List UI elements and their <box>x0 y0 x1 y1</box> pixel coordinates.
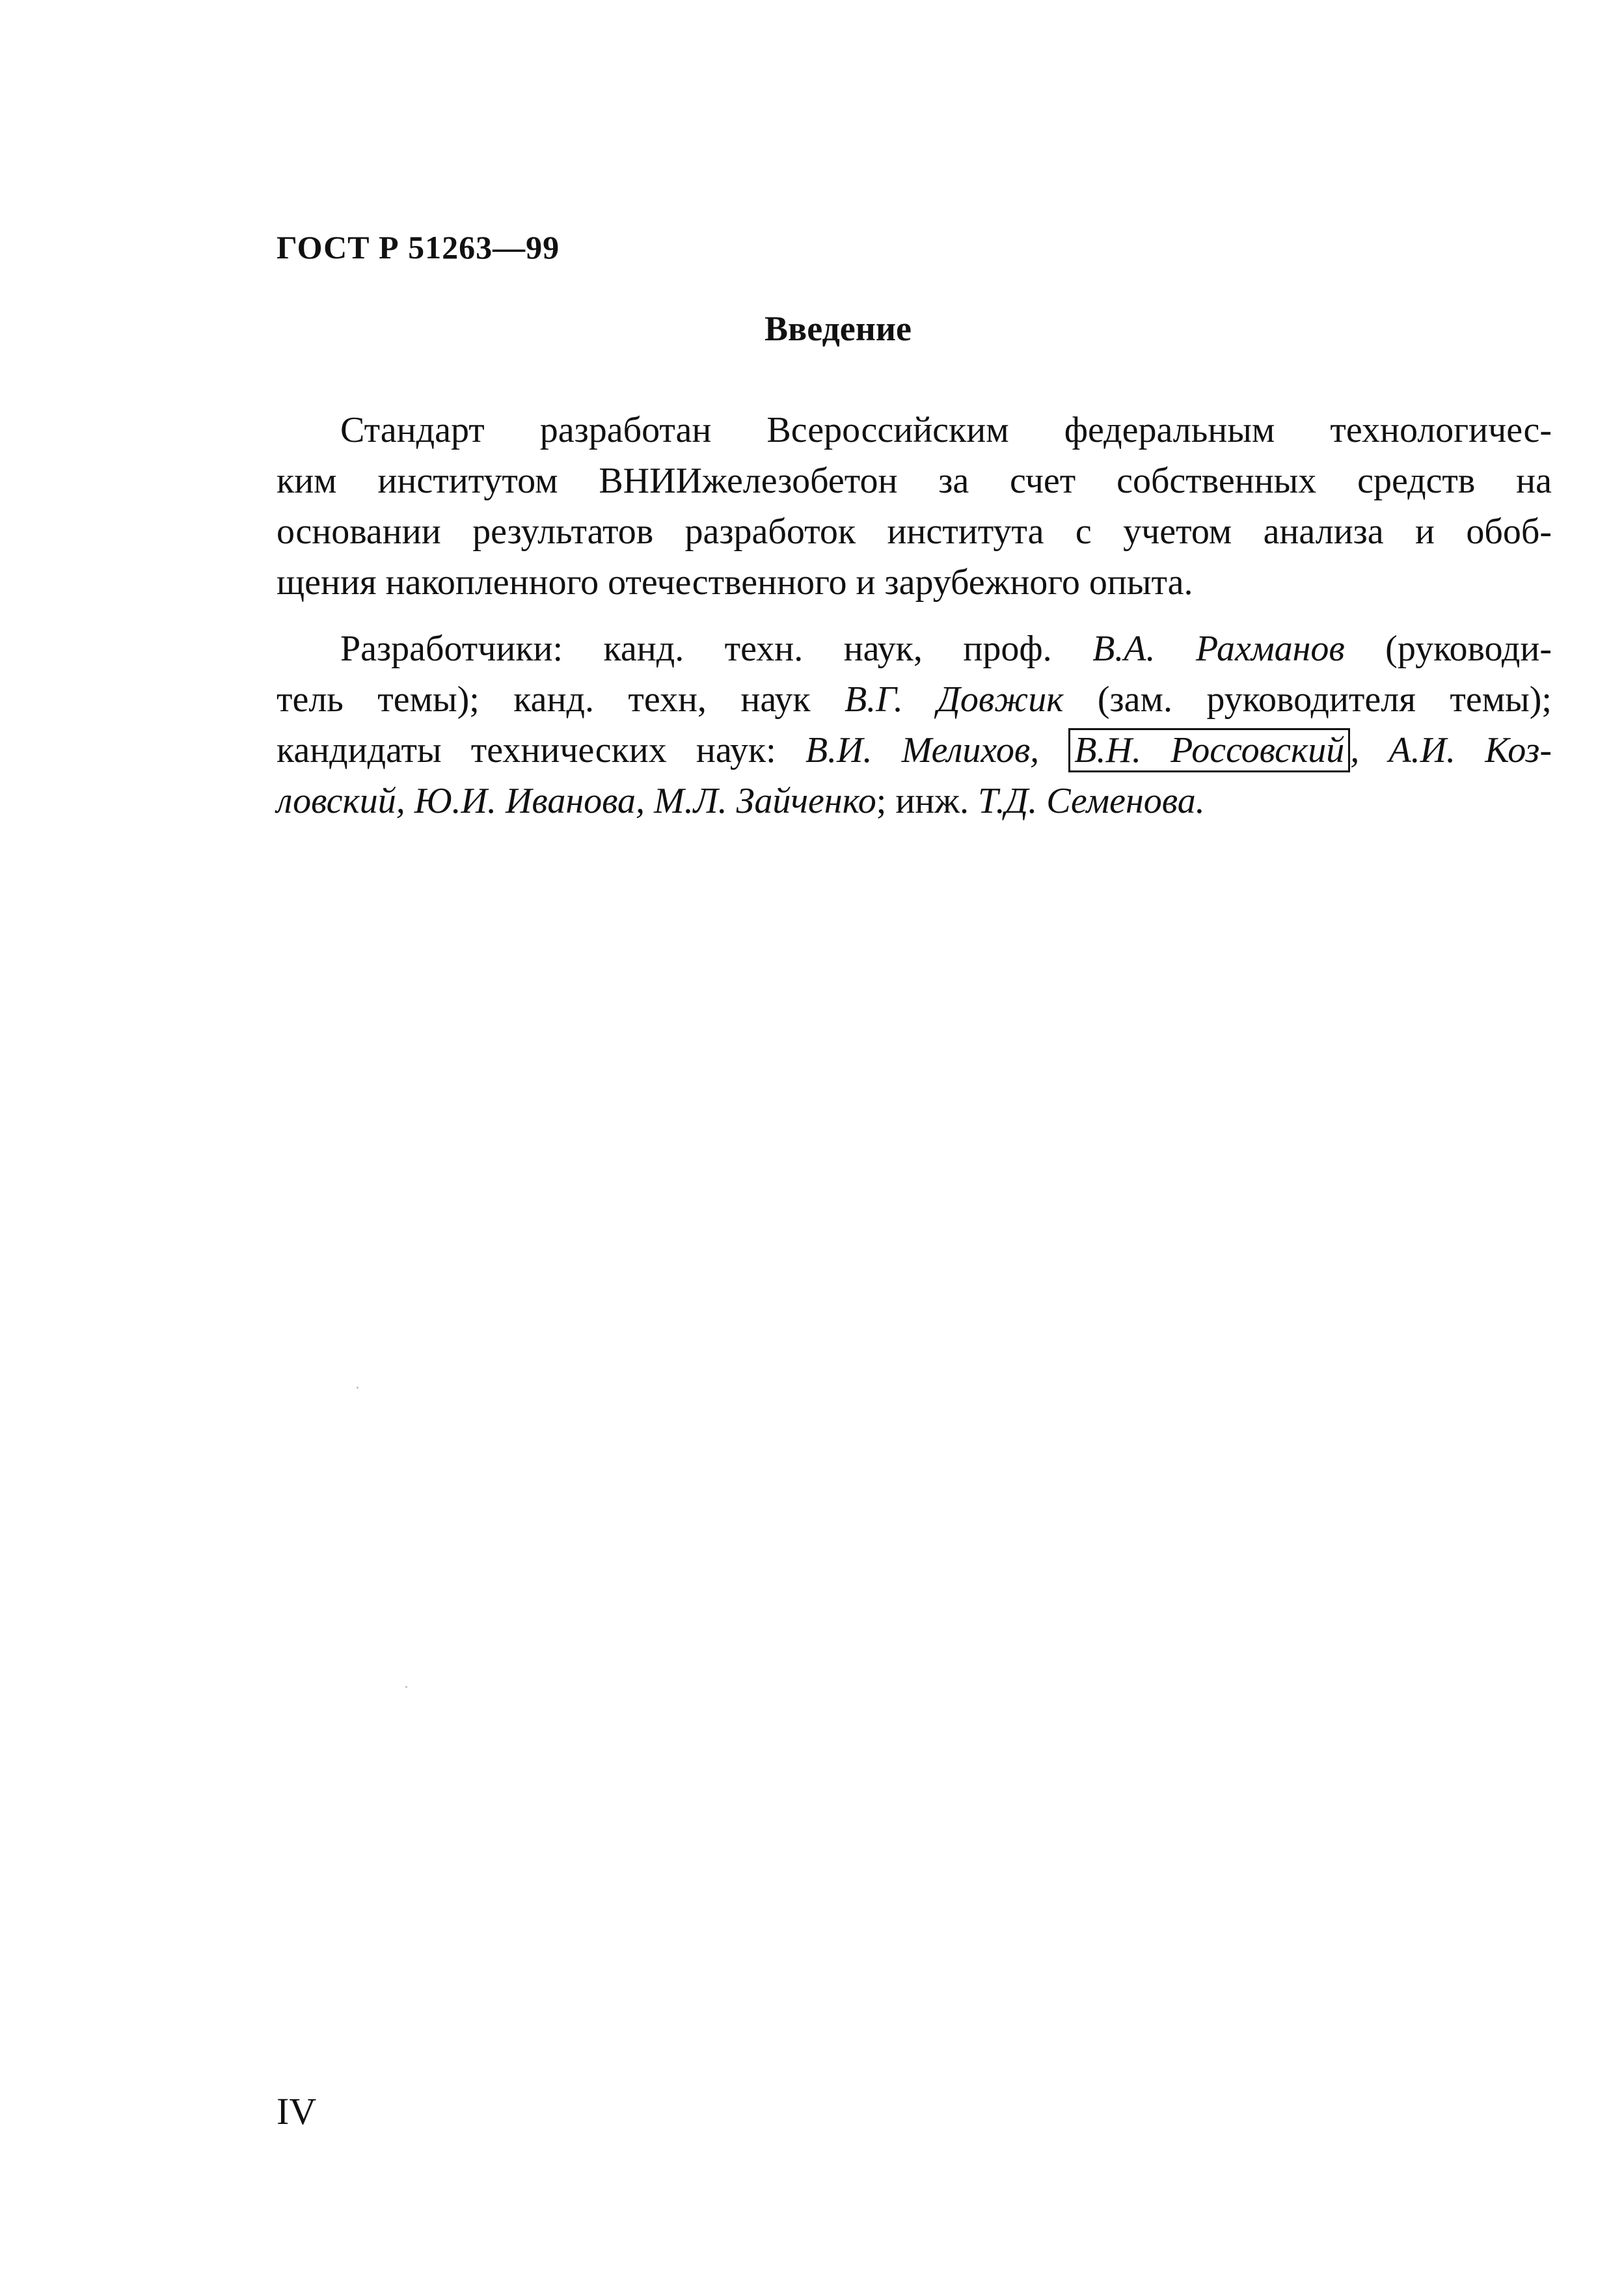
author-name: , А.И. Коз- <box>1350 730 1552 770</box>
text-run: (зам. руководителя темы); <box>1063 679 1552 720</box>
text-run: кандидаты технических наук: <box>277 730 805 770</box>
paragraph-line <box>277 725 1552 776</box>
author-name: В.Г. Довжик <box>844 679 1064 720</box>
paragraph-line <box>277 623 1552 674</box>
deceased-author-box: В.Н. Россовский <box>1068 728 1350 772</box>
author-names: ловский, Ю.И. Иванова, М.Л. Зайченко <box>277 781 876 821</box>
paragraph-line: ким институтом ВНИИжелезобетон за счет собственных средств на <box>277 461 1552 501</box>
text-run: ; инж. <box>876 781 978 821</box>
page-number: IV <box>277 2090 317 2132</box>
paragraph-line: Стандарт разработан Всероссийским федеральным технологичес- <box>340 410 1552 450</box>
section-title: Введение <box>765 309 912 348</box>
intro-paragraph <box>277 405 1552 608</box>
text-run: (руководи- <box>1344 629 1552 669</box>
document-code: ГОСТ Р 51263—99 <box>277 229 560 265</box>
paragraph-line <box>277 776 1552 826</box>
text-run: Разработчики: канд. техн. наук, проф. <box>340 629 1093 669</box>
author-name: Т.Д. Семенова. <box>977 781 1205 821</box>
author-name: В.А. Рахманов <box>1092 629 1345 669</box>
paragraph-line: щения накопленного отечественного и зарубежного опыта. <box>277 562 1193 603</box>
scan-speck <box>357 1387 359 1389</box>
paragraph-line <box>277 674 1552 725</box>
text-run <box>1039 730 1068 770</box>
author-name: В.И. Мелихов, <box>805 730 1040 770</box>
text-run: тель темы); канд. техн, наук <box>277 679 845 720</box>
scan-speck <box>405 1686 407 1688</box>
paragraph-line: основании результатов разработок института с учетом анализа и обоб- <box>277 511 1552 552</box>
developers-paragraph <box>277 623 1552 826</box>
